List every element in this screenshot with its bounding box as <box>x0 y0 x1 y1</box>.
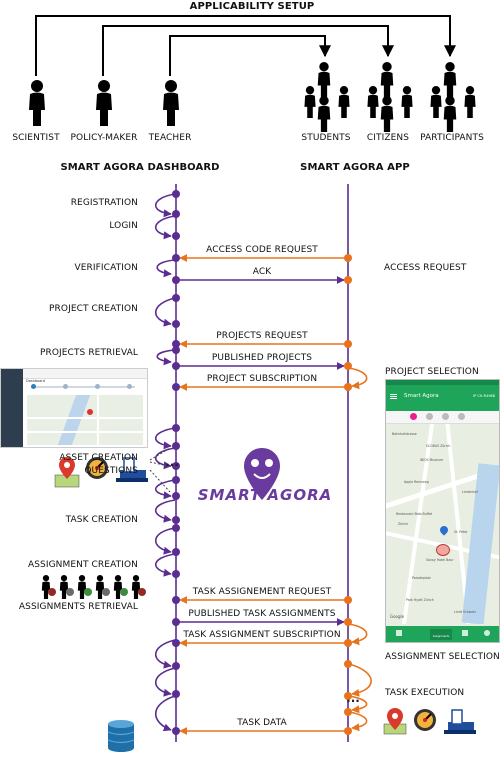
step-verification: VERIFICATION <box>74 263 138 273</box>
nav-add-icon[interactable] <box>396 630 402 636</box>
app-event-dot <box>344 727 352 735</box>
stepper-dot <box>63 384 68 389</box>
role-policy-maker: POLICY-MAKER <box>70 133 138 143</box>
app-event-dot <box>344 383 352 391</box>
app-event-dot <box>344 660 352 668</box>
dashboard-event-dot <box>172 254 180 262</box>
step-asset-creation: ASSET CREATION <box>59 453 138 463</box>
stepper-dot <box>31 384 36 389</box>
step-assignments-retrieval: ASSIGNMENTS RETRIEVAL <box>18 602 138 612</box>
applicability-setup-title: APPLICABILITY SETUP <box>189 1 315 12</box>
app-event-dot <box>344 596 352 604</box>
dashboard-event-dot <box>172 618 180 626</box>
app-step-project-selection: PROJECT SELECTION <box>385 367 479 377</box>
phone-appbar <box>386 385 499 411</box>
msg-ack: ACK <box>252 267 272 277</box>
app-event-dot <box>344 276 352 284</box>
app-event-dot <box>344 618 352 626</box>
ballot-icon-2 <box>444 710 476 734</box>
students-group-figure <box>304 62 349 132</box>
dashboard-event-dot <box>172 232 180 240</box>
phone-step-bar <box>386 411 499 424</box>
dashboard-event-dot <box>172 383 180 391</box>
smart-agora-logo <box>198 448 333 504</box>
step-indicator <box>458 413 465 420</box>
app-event-dot <box>344 639 352 647</box>
step-login: LOGIN <box>109 221 138 231</box>
marker-icon-2 <box>384 708 406 734</box>
step-indicator <box>426 413 433 420</box>
msg-task-assignment-request: TASK ASSIGNEMENT REQUEST <box>192 587 332 597</box>
dashboard-event-dot <box>172 294 180 302</box>
step-registration: REGISTRATION <box>70 198 138 208</box>
app-event-dot <box>344 254 352 262</box>
phone-bottom-nav <box>386 626 499 642</box>
app-ellipsis: ... <box>346 691 360 705</box>
dashboard-event-dot <box>172 320 180 328</box>
dashboard-event-dot <box>172 727 180 735</box>
msg-published-task-assignments: PUBLISHED TASK ASSIGNMENTS <box>188 609 336 619</box>
dashboard-event-dot <box>172 276 180 284</box>
phone-header-right: IP CH-R4968 <box>473 394 495 398</box>
msg-projects-request: PROJECTS REQUEST <box>216 331 308 341</box>
msg-task-data: TASK DATA <box>237 718 287 728</box>
step-task-creation: TASK CREATION <box>65 515 138 525</box>
msg-published-projects: PUBLISHED PROJECTS <box>211 353 313 363</box>
gauge-icon-2 <box>414 709 436 731</box>
step-assignment-creation: ASSIGNMENT CREATION <box>27 560 138 570</box>
database-icon <box>108 720 134 752</box>
dashboard-shot-label: Dashboard <box>26 379 45 383</box>
menu-icon[interactable] <box>390 394 397 395</box>
dashboard-event-dot <box>172 516 180 524</box>
msg-access-code-request: ACCESS CODE REQUEST <box>206 245 318 255</box>
teacher-figure <box>163 80 179 126</box>
msg-project-subscription: PROJECT SUBSCRIPTION <box>206 374 318 384</box>
assignment-people-icons <box>42 575 146 599</box>
dashboard-stepper <box>31 386 135 388</box>
role-teacher: TEACHER <box>148 133 192 143</box>
dashboard-event-dot <box>172 524 180 532</box>
dashboard-event-dot <box>172 662 180 670</box>
phone-screenshot <box>385 379 500 643</box>
dashboard-map <box>27 395 143 445</box>
nav-list-icon[interactable] <box>462 630 468 636</box>
dashboard-topbar <box>23 369 147 379</box>
dashboard-event-dot <box>172 210 180 218</box>
role-citizens: CITIZENS <box>366 133 410 143</box>
dashboard-event-dot <box>172 639 180 647</box>
dashboard-event-dot <box>172 442 180 450</box>
app-self-loops <box>349 368 371 728</box>
stepper-dot <box>127 384 132 389</box>
svg-text:SMART AGORA: SMART AGORA <box>197 486 333 504</box>
app-event-dot <box>344 708 352 716</box>
stepper-dot <box>95 384 100 389</box>
step-indicator <box>442 413 449 420</box>
participants-group-figure <box>430 62 475 132</box>
phone-map: Bahnhofstrasse GLOBUS Zürich IBIOS Museum Apple Rennweg Lindenhof Restaurant Blob Buffet Zürich St. Peter Savoy Hotel Baur Paradeplatz Park Hyatt Zürich Lindt Schweiz Google <box>386 424 499 624</box>
app-step-assignment-selection: ASSIGNMENT SELECTION <box>385 652 500 662</box>
nav-assignments-tab[interactable]: Assignments <box>430 629 452 640</box>
dashboard-sidebar <box>1 369 23 447</box>
role-participants: PARTICIPANTS <box>420 133 484 143</box>
app-step-access-request: ACCESS REQUEST <box>384 263 467 273</box>
role-students: STUDENTS <box>301 133 351 143</box>
app-event-dot <box>344 340 352 348</box>
scientist-figure <box>29 80 45 126</box>
app-column-title: SMART AGORA APP <box>300 162 410 173</box>
role-scientist: SCIENTIST <box>12 133 60 143</box>
app-event-dot <box>344 362 352 370</box>
msg-task-assignment-subscription: TASK ASSIGNMENT SUBSCRIPTION <box>183 630 341 640</box>
policy-maker-figure <box>96 80 112 126</box>
dashboard-event-dot <box>172 424 180 432</box>
dashboard-event-dot <box>172 492 180 500</box>
phone-app-title: Smart Agora <box>404 393 439 399</box>
dashboard-event-dot <box>172 596 180 604</box>
step-questions: QUESTIONS <box>84 466 138 476</box>
step-indicator <box>410 413 417 420</box>
dashboard-event-dot <box>172 548 180 556</box>
dashboard-event-dot <box>172 570 180 578</box>
citizens-group-figure <box>367 62 412 132</box>
step-project-creation: PROJECT CREATION <box>49 304 138 314</box>
step-projects-retrieval: PROJECTS RETRIEVAL <box>39 348 138 358</box>
dashboard-event-dot <box>172 690 180 698</box>
nav-settings-icon[interactable] <box>484 630 490 636</box>
dashboard-event-dot <box>172 190 180 198</box>
app-step-task-execution: TASK EXECUTION <box>385 688 465 698</box>
dashboard-ellipsis: ... <box>165 455 179 469</box>
dashboard-column-title: SMART AGORA DASHBOARD <box>60 162 220 173</box>
dashboard-event-dot <box>172 476 180 484</box>
dashboard-event-dot <box>172 362 180 370</box>
dashboard-screenshot <box>0 368 148 448</box>
